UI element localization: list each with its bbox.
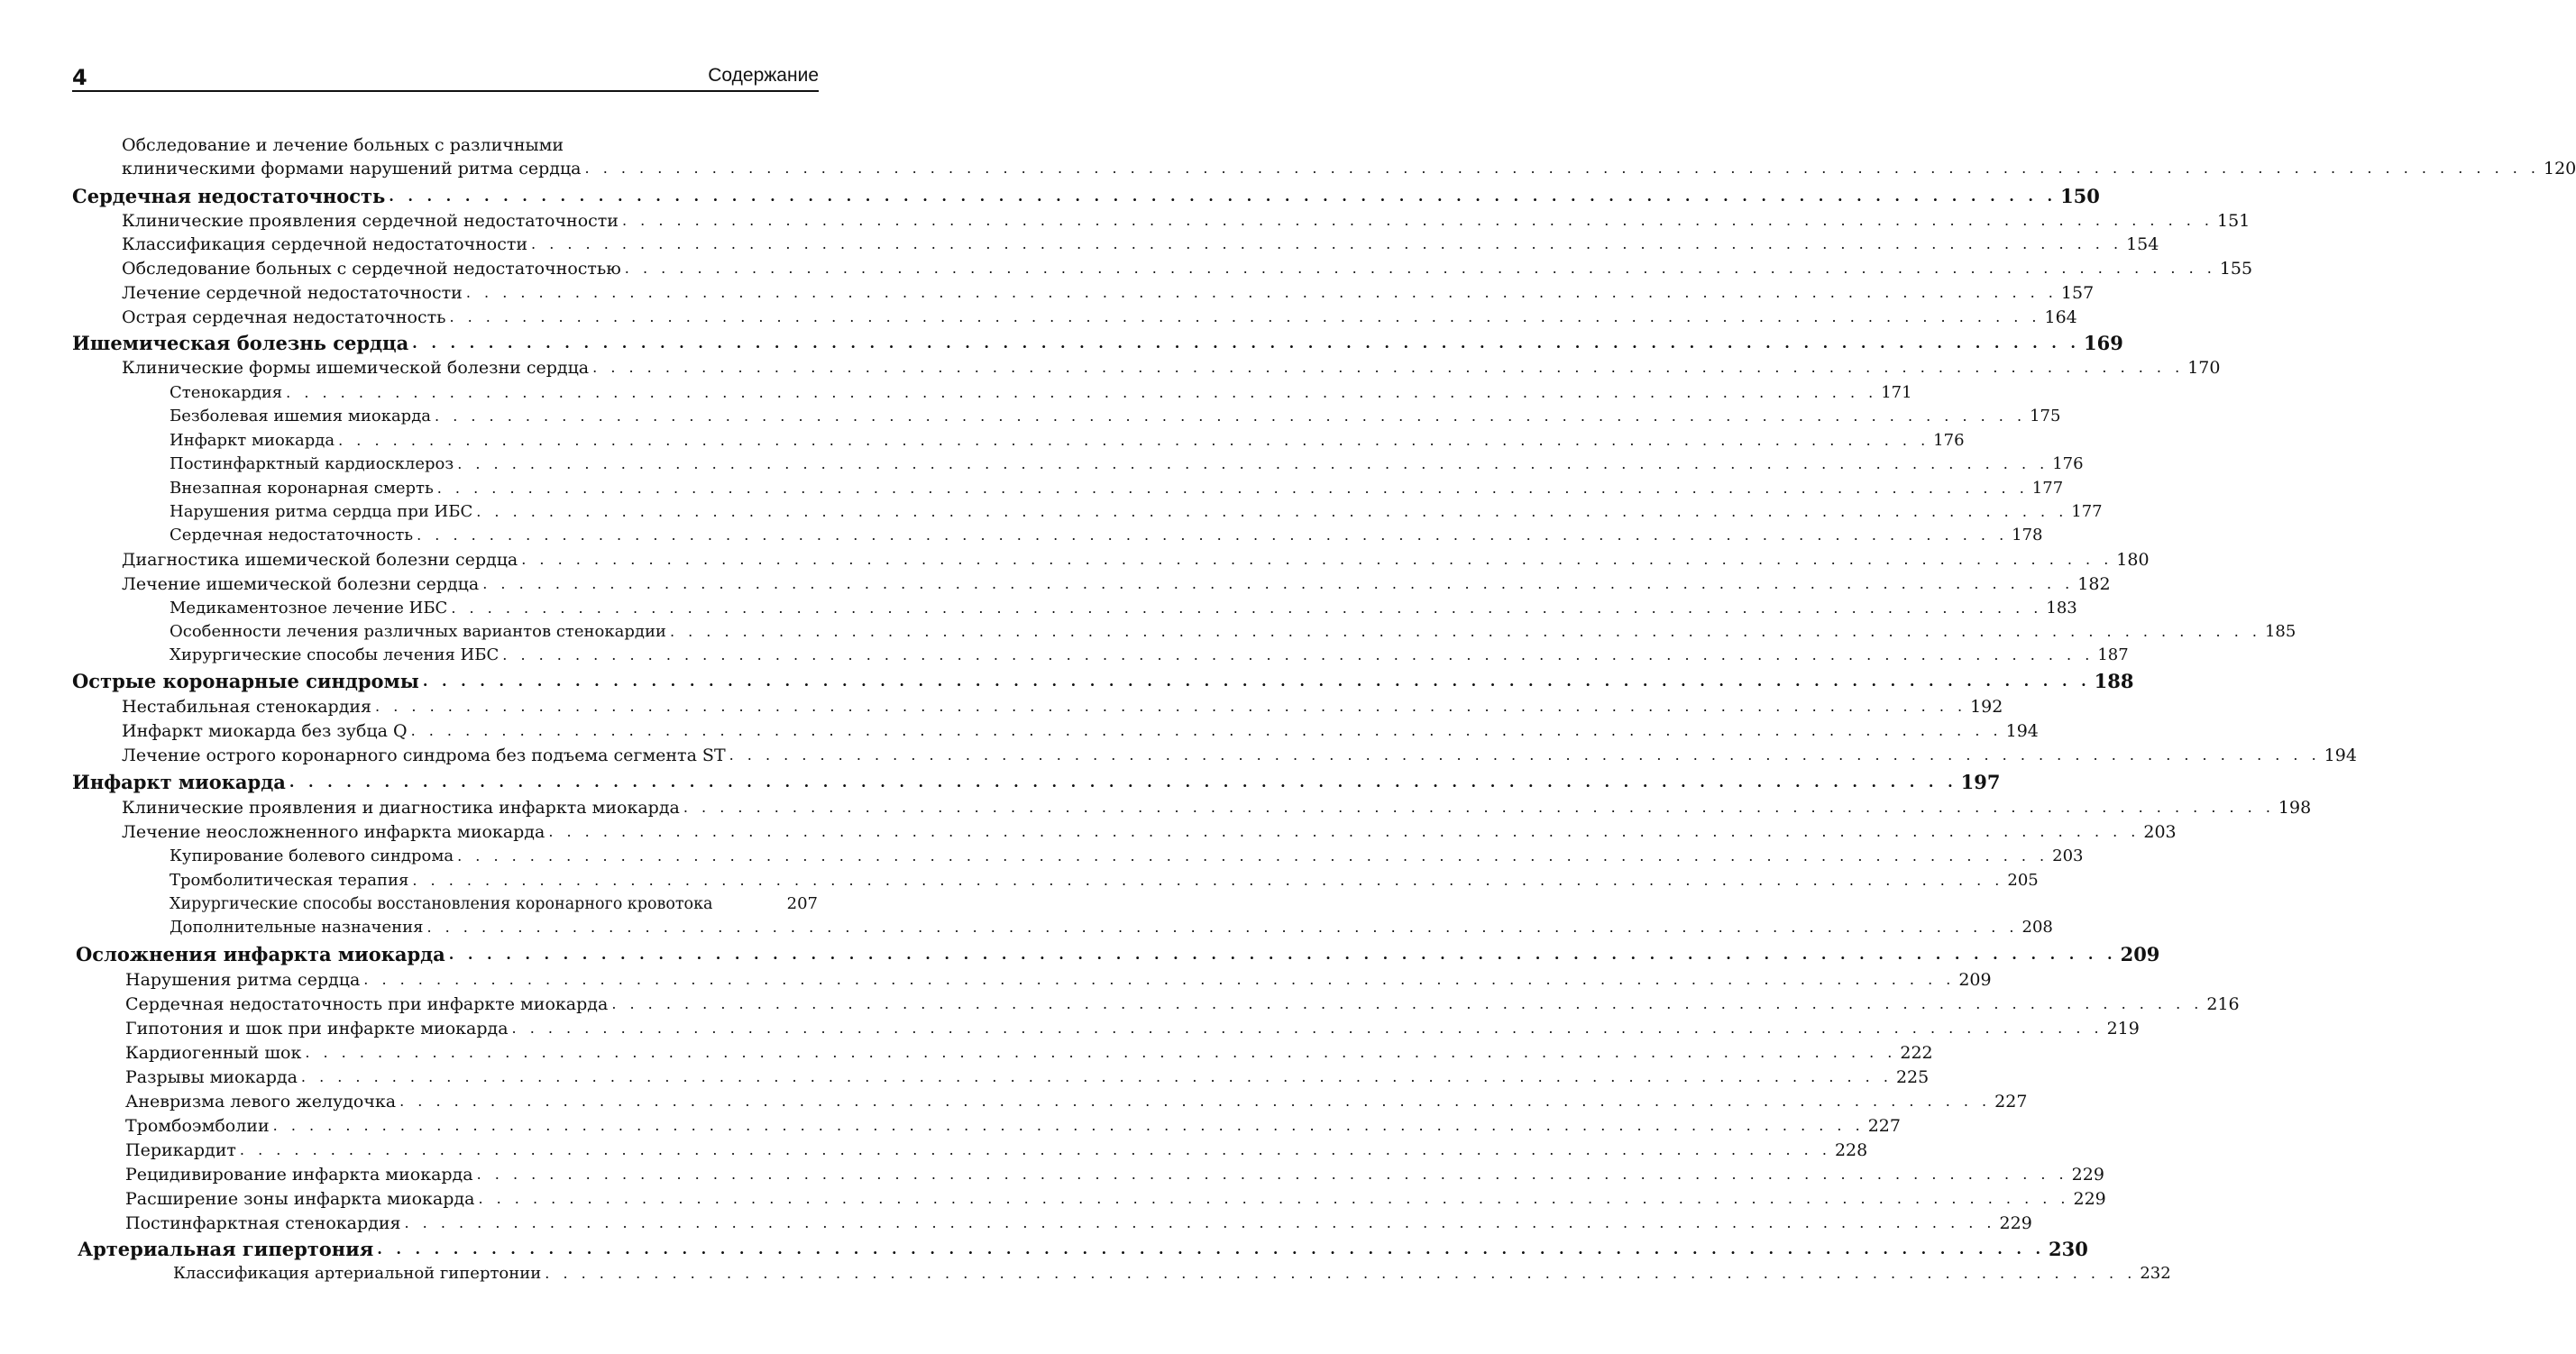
- running-title: Содержание: [708, 65, 819, 86]
- dot-leader: . . . . . . . . . . . . . . . . . . . . . . . . . . . . . . . . . . . . . . . . . . . . . . . . . . . . . . . . . . . . . . . . . . . . . . . . . . . . . . . . . . . . . . . .: [363, 971, 1956, 988]
- toc-entry-page: 170: [2187, 358, 2221, 378]
- toc-entry-title: Диагностика ишемической болезни сердца: [122, 550, 518, 570]
- toc-entry[interactable]: [122, 819, 2177, 844]
- toc-entry-page: 222: [1900, 1043, 1933, 1063]
- toc-entry[interactable]: [122, 207, 2251, 233]
- toc-entry-title: Острые коронарные синдромы: [72, 670, 419, 692]
- toc-subentry[interactable]: [170, 380, 1912, 405]
- toc-entry-page: 157: [2060, 283, 2095, 303]
- toc-entry-title: Особенности лечения различных вариантов стенокардии: [170, 622, 666, 641]
- dot-leader: . . . . . . . . . . . . . . . . . . . . . . . . . . . . . . . . . . . . . . . . . . . . . . . . . . . . . . . . . . . . . . . . . . . . . . . . . . . . . . . . . . . . . . . .: [451, 599, 2043, 617]
- toc-entry[interactable]: [125, 1015, 2140, 1040]
- toc-entry-title: Стенокардия: [170, 383, 283, 402]
- dot-leader: . . . . . . . . . . . . . . . . . . . . . . . . . . . . . . . . . . . . . . . . . . . . . . . . . . . . . . . . . . . . . . . . . . . . . . . . . . . . . . . . . . . . . . . .: [478, 1190, 2070, 1207]
- dot-leader: . . . . . . . . . . . . . . . . . . . . . . . . . . . . . . . . . . . . . . . . . . . . . . . . . . . . . . . . . . . . . . . . . . . . . . . . . . . . . . . . . . . . . . . .: [476, 1166, 2068, 1183]
- toc-entry-title: Инфаркт миокарда: [72, 771, 286, 793]
- toc-entry[interactable]: [125, 1064, 1930, 1089]
- toc-subentry[interactable]: [170, 843, 2084, 868]
- toc-chapter[interactable]: [72, 330, 2123, 355]
- toc-entry-title: Рецидивирование инфаркта миокарда: [125, 1165, 473, 1185]
- dot-leader: . . . . . . . . . . . . . . . . . . . . . . . . . . . . . . . . . . . . . . . . . . . . . . . . . . . . . . . . . . . . . . . . . . . . . . . . . . . . . . . . . . . . . . . .: [548, 823, 2141, 840]
- toc-entry-page: 176: [2052, 454, 2084, 473]
- toc-entry[interactable]: [125, 1039, 1933, 1065]
- toc-entry-title: Дополнительные назначения: [170, 918, 424, 937]
- toc-entry[interactable]: [125, 966, 1992, 992]
- toc-entry-title: Лечение неосложненного инфаркта миокарда: [122, 822, 545, 842]
- toc-entry-title: Лечение сердечной недостаточности: [122, 283, 463, 303]
- toc-chapter[interactable]: [72, 668, 2134, 693]
- dot-leader: . . . . . . . . . . . . . . . . . . . . . . . . . . . . . . . . . . . . . . . . . . . . . . . . . . . . . . . . . . . . . . . . . . . . . . . . . . . . . . . . . . . . . . . .: [592, 359, 2185, 376]
- toc-entry-title: Острая сердечная недостаточность: [122, 307, 446, 327]
- toc-entry-title: Купирование болевого синдрома: [170, 846, 454, 865]
- toc-entry-page: 164: [2044, 307, 2077, 327]
- dot-leader: . . . . . . . . . . . . . . . . . . . . . . . . . . . . . . . . . . . . . . . . . . . . . . . . . . . . . . . . . . . . . . . . . . . . . . . . . . . . . . . . . . . . . . . .: [624, 260, 2216, 277]
- toc-entry-title: Сердечная недостаточность: [72, 185, 386, 207]
- toc-entry-page: 229: [2071, 1165, 2104, 1185]
- toc-entry-title: Перикардит: [125, 1140, 236, 1160]
- toc-entry-page: 225: [1895, 1067, 1930, 1087]
- toc-entry-title: Тромболитическая терапия: [170, 871, 409, 890]
- dot-leader: . . . . . . . . . . . . . . . . . . . . . . . . . . . . . . . . . . . . . . . . . . . . . . . . . . . . . . . . . . . . . . . . . . . . . . . . . . . . . . . . . . . . . . . .: [669, 623, 2261, 640]
- dot-leader: . . . . . . . . . . . . . . . . . . . . . . . . . . . . . . . . . . . . . . . . . . . . . . . . . . . . . . . . . . . . . . . . . . . . . . . . . . . . . . . . . . . . . . . .: [289, 773, 1957, 791]
- page-header: [72, 67, 819, 92]
- toc-entry-page: 187: [2097, 645, 2129, 664]
- toc-entry-page: 208: [2021, 918, 2053, 937]
- toc-entry-title: Лечение ишемической болезни сердца: [122, 574, 480, 594]
- dot-leader: . . . . . . . . . . . . . . . . . . . . . . . . . . . . . . . . . . . . . . . . . . . . . . . . . . . . . . . . . . . . . . . . . . . . . . . . . . . . . . . . . . . . . . . .: [521, 551, 2113, 568]
- toc-chapter[interactable]: [72, 769, 2001, 794]
- toc-entry-page: 154: [2126, 234, 2159, 254]
- toc-entry-page: 216: [2206, 994, 2240, 1014]
- toc-entry-page: 150: [2060, 185, 2100, 207]
- toc-entry-page: 229: [2073, 1189, 2106, 1209]
- toc-entry[interactable]: [122, 354, 2221, 380]
- toc-entry-title: Внезапная коронарная смерть: [170, 479, 434, 498]
- toc-entry[interactable]: [122, 304, 2077, 329]
- toc-entry-page: 227: [1867, 1116, 1901, 1136]
- toc-entry-page: 209: [2120, 943, 2160, 965]
- toc-subentry[interactable]: [170, 867, 2039, 892]
- toc-entry-page: 188: [2094, 670, 2134, 692]
- toc-entry-title: Нарушения ритма сердца при ИБС: [170, 502, 473, 521]
- dot-leader: . . . . . . . . . . . . . . . . . . . . . . . . . . . . . . . . . . . . . . . . . . . . . . . . . . . . . . . . . . . . . . . . . . . . . . . . . . . . . . . . . . . . . . . .: [389, 188, 2058, 205]
- toc-entry-title: Лечение острого коронарного синдрома без подъема сегмента ST: [122, 746, 726, 765]
- toc-entry-title: Кардиогенный шок: [125, 1043, 302, 1063]
- toc-subentry[interactable]: [170, 427, 1965, 453]
- toc-entry-title: Нестабильная стенокардия: [122, 697, 372, 717]
- toc-entry-page: 203: [2052, 846, 2084, 865]
- toc-entry-title: Хирургические способы лечения ИБС: [170, 645, 500, 664]
- dot-leader: . . . . . . . . . . . . . . . . . . . . . . . . . . . . . . . . . . . . . . . . . . . . . . . . . . . . . . . . . . . . . . . . . . . . . . . . . . . . . . . . . . . . . . . .: [375, 698, 1967, 715]
- dot-leader: . . . . . . . . . . . . . . . . . . . . . . . . . . . . . . . . . . . . . . . . . . . . . . . . . . . . . . . . . . . . . . . . . . . . . . . . . . . . . . . . . . . . . . . .: [377, 1240, 2046, 1258]
- toc-entry[interactable]: [125, 1185, 2106, 1211]
- toc-entry-page: 177: [2031, 479, 2064, 498]
- toc-entry-title: Клинические формы ишемической болезни сердца: [122, 358, 590, 378]
- toc-entry-title: Расширение зоны инфаркта миокарда: [125, 1189, 475, 1209]
- toc-entry[interactable]: [122, 155, 2576, 180]
- toc-entry[interactable]: [125, 991, 2240, 1016]
- toc-entry-title: Аневризма левого желудочка: [125, 1092, 397, 1112]
- dot-leader: . . . . . . . . . . . . . . . . . . . . . . . . . . . . . . . . . . . . . . . . . . . . . . . . . . . . . . . . . . . . . . . . . . . . . . . . . . . . . . . . . . . . . . . .: [272, 1117, 1865, 1134]
- dot-leader: . . . . . . . . . . . . . . . . . . . . . . . . . . . . . . . . . . . . . . . . . . . . . . . . . . . . . . . . . . . . . . . . . . . . . . . . . . . . . . . . . . . . . . . .: [448, 946, 2117, 963]
- toc-entry-title: Клинические проявления сердечной недостаточности: [122, 211, 619, 231]
- dot-leader: . . . . . . . . . . . . . . . . . . . . . . . . . . . . . . . . . . . . . . . . . . . . . . . . . . . . . . . . . . . . . . . . . . . . . . . . . . . . . . . . . . . . . . . .: [683, 799, 2275, 816]
- toc-entry-page: 185: [2264, 622, 2296, 641]
- dot-leader: . . . . . . . . . . . . . . . . . . . . . . . . . . . . . . . . . . . . . . . . . . . . . . . . . . . . . . . . . . . . . . . . . . . . . . . . . . . . . . . . . . . . . . . .: [422, 672, 2091, 690]
- toc-entry-page: 194: [2005, 721, 2039, 741]
- toc-chapter[interactable]: [78, 1236, 2088, 1261]
- dot-leader: . . . . . . . . . . . . . . . . . . . . . . . . . . . . . . . . . . . . . . . . . . . . . . . . . . . . . . . . . . . . . . . . . . . . . . . . . . . . . . . . . . . . . . . .: [436, 480, 2029, 497]
- dot-leader: . . . . . . . . . . . . . . . . . . . . . . . . . . . . . . . . . . . . . . . . . . . . . . . . . . . . . . . . . . . . . . . . . . . . . . . . . . . . . . . . . . . . . . . .: [338, 432, 1930, 449]
- toc-subentry[interactable]: [170, 475, 2064, 500]
- toc-entry-title: Инфаркт миокарда: [170, 431, 335, 450]
- dot-leader: . . . . . . . . . . . . . . . . . . . . . . . . . . . . . . . . . . . . . . . . . . . . . . . . . . . . . . . . . . . . . . . . . . . . . . . . . . . . . . . . . . . . . . . .: [412, 334, 2080, 352]
- toc-entry-page: 182: [2077, 574, 2111, 594]
- toc-entry[interactable]: [122, 255, 2253, 280]
- toc-subentry[interactable]: [170, 891, 818, 916]
- toc-subentry[interactable]: [170, 522, 2043, 547]
- dot-leader: . . . . . . . . . . . . . . . . . . . . . . . . . . . . . . . . . . . . . . . . . . . . . . . . . . . . . . . . . . . . . . . . . . . . . . . . . . . . . . . . . . . . . . . .: [410, 722, 2003, 739]
- dot-leader: . . . . . . . . . . . . . . . . . . . . . . . . . . . . . . . . . . . . . . . . . . . . . . . . . . . . . . . . . . . . . . . . . . . . . . . . . . . . . . . . . . . . . . . .: [239, 1141, 1831, 1158]
- toc-entry-page: 197: [1960, 771, 2001, 793]
- dot-leader: . . . . . . . . . . . . . . . . . . . . . . . . . . . . . . . . . . . . . . . . . . . . . . . . . . . . . . . . . . . . . . . . . . . . . . . . . . . . . . . . . . . . . . . .: [417, 526, 2009, 544]
- dot-leader: . . . . . . . . . . . . . . . . . . . . . . . . . . . . . . . . . . . . . . . . . . . . . . . . . . . . . . . . . . . . . . . . . . . . . . . . . . . . . . . . . . . . . . . .: [404, 1214, 1996, 1231]
- toc-entry-page: 227: [1994, 1092, 2028, 1112]
- toc-entry-page: 229: [1999, 1213, 2032, 1233]
- toc-entry-page: 171: [1881, 383, 1912, 402]
- toc-entry[interactable]: [125, 1088, 2028, 1113]
- toc-subentry[interactable]: [170, 403, 2061, 428]
- toc-subentry[interactable]: [170, 914, 2053, 939]
- toc-entry-title: Сердечная недостаточность: [170, 526, 414, 544]
- toc-subentry[interactable]: [173, 1260, 2171, 1285]
- toc-subentry[interactable]: [170, 595, 2077, 620]
- toc-entry[interactable]: [125, 1210, 2032, 1235]
- dot-leader: . . . . . . . . . . . . . . . . . . . . . . . . . . . . . . . . . . . . . . . . . . . . . . . . . . . . . . . . . . . . . . . . . . . . . . . . . . . . . . . . . . . . . . . .: [449, 308, 2041, 325]
- dot-leader: . . . . . . . . . . . . . . . . . . . . . . . . . . . . . . . . . . . . . . . . . . . . . . . . . . . . . . . . . . . . . . . . . . . . . . . . . . . . . . . . . . . . . . . .: [457, 455, 2049, 472]
- toc-chapter[interactable]: [76, 941, 2160, 966]
- dot-leader: . . . . . . . . . . . . . . . . . . . . . . . . . . . . . . . . . . . . . . . . . . . . . . . . . . . . . . . . . . . . . . . . . . . . . . . . . . . . . . . . . . . . . . . .: [482, 575, 2075, 592]
- dot-leader: . . . . . . . . . . . . . . . . . . . . . . . . . . . . . . . . . . . . . . . . . . . . . . . . . . . . . . . . . . . . . . . . . . . . . . . . . . . . . . . . . . . . . . . .: [476, 503, 2068, 520]
- toc-entry-page: 205: [2007, 871, 2039, 890]
- toc-entry-page: 232: [2140, 1264, 2171, 1283]
- page-number: 4: [72, 65, 87, 90]
- toc-entry[interactable]: [122, 742, 2357, 767]
- toc-entry[interactable]: [122, 546, 2150, 572]
- dot-leader: . . . . . . . . . . . . . . . . . . . . . . . . . . . . . . . . . . . . . . . . . . . . . . . . . . . . . . . . . . . . . . . . . . . . . . . . . . . . . . . . . . . . . . . .: [399, 1093, 1992, 1110]
- toc-entry-page: 230: [2049, 1238, 2088, 1260]
- toc-entry-title: Нарушения ритма сердца: [125, 970, 361, 990]
- toc-entry-page: 178: [2012, 526, 2043, 544]
- dot-leader: . . . . . . . . . . . . . . . . . . . . . . . . . . . . . . . . . . . . . . . . . . . . . . . . . . . . . . . . . . . . . . . . . . . . . . . . . . . . . . . . . . . . . . . .: [412, 872, 2004, 889]
- toc-entry-page: 183: [2046, 599, 2077, 618]
- toc-entry-page: 198: [2278, 798, 2312, 818]
- toc-entry-title: Сердечная недостаточность при инфаркте миокарда: [125, 994, 609, 1014]
- toc-entry[interactable]: [125, 1137, 1868, 1162]
- toc-entry-line: Обследование и лечение больных с различными: [122, 135, 564, 155]
- toc-entry-title: Инфаркт миокарда без зубца Q: [122, 721, 408, 741]
- dot-leader: . . . . . . . . . . . . . . . . . . . . . . . . . . . . . . . . . . . . . . . . . . . . . . . . . . . . . . . . . . . . . . . . . . . . . . . . . . . . . . . . . . . . . . . .: [465, 284, 2058, 301]
- dot-leader: . . . . . . . . . . . . . . . . . . . . . . . . . . . . . . . . . . . . . . . . . . . . . . . . . . . . . . . . . . . . . . . . . . . . . . . . . . . . . . . . . . . . . . . .: [457, 847, 2049, 865]
- toc-entry-title: Разрывы миокарда: [125, 1067, 298, 1087]
- toc-entry-page: 175: [2030, 407, 2061, 425]
- toc-entry-title: Обследование больных с сердечной недостаточностью: [122, 259, 621, 279]
- toc-entry[interactable]: [122, 693, 2003, 718]
- toc-entry-title: Хирургические способы восстановления коронарного кровотока: [170, 895, 713, 913]
- dot-leader: . . . . . . . . . . . . . . . . . . . . . . . . . . . . . . . . . . . . . . . . . . . . . . . . . . . . . . . . . . . . . . . . . . . . . . . . . . . . . . . . . . . . . . . .: [531, 235, 2123, 252]
- toc-entry[interactable]: [122, 231, 2159, 256]
- toc-entry-title: Осложнения инфаркта миокарда: [76, 943, 445, 965]
- dot-leader: . . . . . . . . . . . . . . . . . . . . . . . . . . . . . . . . . . . . . . . . . . . . . . . . . . . . . . . . . . . . . . . . . . . . . . . . . . . . . . . . . . . . . . . .: [621, 212, 2214, 229]
- toc-entry[interactable]: [125, 1112, 1901, 1138]
- dot-leader: . . . . . . . . . . . . . . . . . . . . . . . . . . . . . . . . . . . . . . . . . . . . . . . . . . . . . . . . . . . . . . . . . . . . . . . . . . . . . . . . . . . . . . . .: [300, 1068, 1893, 1085]
- dot-leader: . . . . . . . . . . . . . . . . . . . . . . . . . . . . . . . . . . . . . . . . . . . . . . . . . . . . . . . . . . . . . . . . . . . . . . . . . . . . . . . . . . . . . . . .: [511, 1020, 2104, 1037]
- toc-subentry[interactable]: [170, 618, 2296, 644]
- toc-entry-page: 194: [2324, 746, 2357, 765]
- toc-entry-page: 207: [786, 894, 818, 913]
- toc-entry-title: Тромбоэмболии: [125, 1116, 270, 1136]
- toc-entry[interactable]: [122, 279, 2095, 305]
- toc-entry-page: 192: [1970, 697, 2003, 717]
- toc-entry-title: Безболевая ишемия миокарда: [170, 407, 432, 425]
- dot-leader: . . . . . . . . . . . . . . . . . . . . . . . . . . . . . . . . . . . . . . . . . . . . . . . . . . . . . . . . . . . . . . . . . . . . . . . . . . . . . . . . . . . . . . . .: [286, 384, 1878, 401]
- toc-entry-page: 209: [1958, 970, 1992, 990]
- dot-leader: . . . . . . . . . . . . . . . . . . . . . . . . . . . . . . . . . . . . . . . . . . . . . . . . . . . . . . . . . . . . . . . . . . . . . . . . . . . . . . . . . . . . . . . .: [426, 919, 2019, 936]
- toc-entry-title: Постинфарктный кардиосклероз: [170, 454, 454, 473]
- dot-leader: . . . . . . . . . . . . . . . . . . . . . . . . . . . . . . . . . . . . . . . . . . . . . . . . . . . . . . . . . . . . . . . . . . . . . . . . . . . . . . . . . . . . . . . . . . . . . . . . . . . . . . . . . . . .: [584, 160, 2540, 177]
- dot-leader: . . . . . . . . . . . . . . . . . . . . . . . . . . . . . . . . . . . . . . . . . . . . . . . . . . . . . . . . . . . . . . . . . . . . . . . . . . . . . . . . . . . . . . . .: [729, 746, 2321, 764]
- toc-subentry[interactable]: [170, 451, 2084, 476]
- toc-entry-page: 155: [2219, 259, 2253, 279]
- toc-entry-page: 203: [2143, 822, 2177, 842]
- toc-entry[interactable]: [125, 1161, 2104, 1186]
- dot-leader: . . . . . . . . . . . . . . . . . . . . . . . . . . . . . . . . . . . . . . . . . . . . . . . . . . . . . . . . . . . . . . . . . . . . . . . . . . . . . . . . . . . . . . . .: [435, 407, 2027, 425]
- toc-entry[interactable]: [122, 718, 2039, 743]
- dot-leader: . . . . . . . . . . . . . . . . . . . . . . . . . . . . . . . . . . . . . . . . . . . . . . . . . . . . . . . . . . . . . . . . . . . . . . . . . . . . . . . . . . . . . . . .: [611, 995, 2204, 1012]
- toc-entry-title: Клинические проявления и диагностика инфаркта миокарда: [122, 798, 680, 818]
- toc-entry-title: Классификация сердечной недостаточности: [122, 234, 528, 254]
- toc-entry-title: Гипотония и шок при инфаркте миокарда: [125, 1019, 509, 1038]
- toc-subentry[interactable]: [170, 499, 2103, 524]
- toc-entry-title: Ишемическая болезнь сердца: [72, 332, 409, 354]
- toc-entry-title: клиническими формами нарушений ритма сердца: [122, 159, 582, 178]
- toc-entry-page: 228: [1834, 1140, 1868, 1160]
- toc-entry-title: Постинфарктная стенокардия: [125, 1213, 401, 1233]
- dot-leader: . . . . . . . . . . . . . . . . . . . . . . . . . . . . . . . . . . . . . . . . . . . . . . . . . . . . . . . . . . . . . . . . . . . . . . . . . . . . . . . . . . . . . . . .: [545, 1265, 2137, 1282]
- toc-entry-page: 151: [2217, 211, 2251, 231]
- toc-chapter[interactable]: [72, 183, 2100, 208]
- toc-entry[interactable]: [122, 571, 2111, 596]
- dot-leader: . . . . . . . . . . . . . . . . . . . . . . . . . . . . . . . . . . . . . . . . . . . . . . . . . . . . . . . . . . . . . . . . . . . . . . . . . . . . . . . . . . . . . . . .: [502, 646, 2095, 663]
- toc-entry-page: 169: [2083, 332, 2123, 354]
- toc-entry-title: Медикаментозное лечение ИБС: [170, 599, 448, 618]
- toc-entry[interactable]: [122, 794, 2312, 819]
- dot-leader: . . . . . . . . . . . . . . . . . . . . . . . . . . . . . . . . . . . . . . . . . . . . . . . . . . . . . . . . . . . . . . . . . . . . . . . . . . . . . . . . . . . . . . . .: [305, 1044, 1897, 1061]
- toc-entry-page: 180: [2116, 550, 2150, 570]
- toc-entry-page: 219: [2106, 1019, 2140, 1038]
- toc-entry-title: Классификация артериальной гипертонии: [173, 1264, 542, 1283]
- toc-entry-page: 177: [2071, 502, 2103, 521]
- toc-entry-page: 120: [2544, 159, 2576, 178]
- toc-entry-page: 176: [1933, 431, 1965, 450]
- toc-entry-title: Артериальная гипертония: [78, 1238, 374, 1260]
- toc-subentry[interactable]: [170, 642, 2129, 667]
